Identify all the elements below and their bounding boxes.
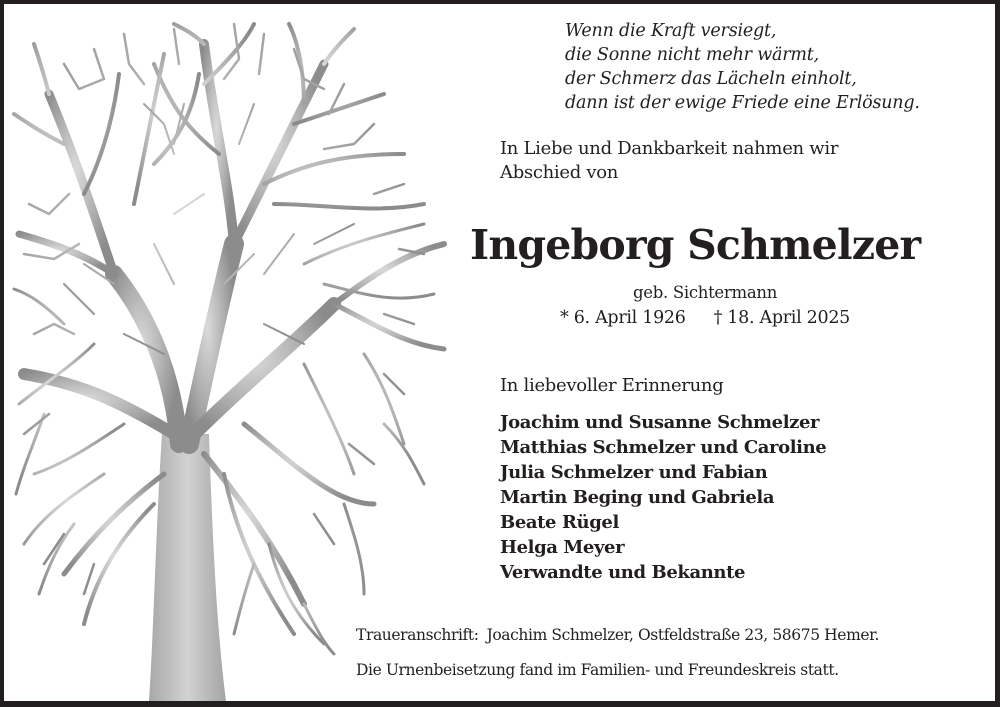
life-dates bbox=[470, 306, 940, 330]
birth-name: geb. Sichtermann bbox=[632, 283, 778, 302]
mourner: Helga Meyer bbox=[500, 537, 625, 558]
mourner: Joachim und Susanne Schmelzer bbox=[500, 412, 820, 433]
mourner: Martin Beging und Gabriela bbox=[500, 487, 775, 508]
birth-date: * 6. April 1926 bbox=[560, 308, 686, 328]
intro-text bbox=[500, 137, 920, 185]
poem bbox=[565, 19, 985, 115]
poem-line: Wenn die Kraft versiegt, bbox=[565, 21, 777, 41]
burial-note: Die Urnenbeisetzung fand im Familien- und Freundeskreis statt. bbox=[356, 661, 839, 679]
poem-line: der Schmerz das Lächeln einholt, bbox=[565, 69, 857, 89]
intro-line: In Liebe und Dankbarkeit nahmen wir bbox=[500, 138, 839, 159]
address-value: Joachim Schmelzer, Ostfeldstraße 23, 58675 Hemer. bbox=[486, 626, 879, 644]
address-label: Traueranschrift: bbox=[356, 626, 479, 644]
deceased-name: Ingeborg Schmelzer bbox=[470, 221, 921, 269]
mourner: Beate Rügel bbox=[500, 512, 619, 533]
mourner: Julia Schmelzer und Fabian bbox=[500, 462, 768, 483]
mourning-address bbox=[356, 623, 879, 647]
poem-line: dann ist der ewige Friede eine Erlösung. bbox=[565, 93, 920, 113]
poem-line: die Sonne nicht mehr wärmt, bbox=[565, 45, 819, 65]
memory-heading: In liebevoller Erinnerung bbox=[500, 375, 724, 396]
death-date: † 18. April 2025 bbox=[713, 308, 850, 328]
bare-tree-icon bbox=[4, 4, 454, 701]
obituary-notice bbox=[4, 4, 995, 701]
intro-line: Abschied von bbox=[500, 162, 619, 183]
mourners-list bbox=[500, 410, 826, 585]
mourner: Verwandte und Bekannte bbox=[500, 562, 746, 583]
mourner: Matthias Schmelzer und Caroline bbox=[500, 437, 827, 458]
